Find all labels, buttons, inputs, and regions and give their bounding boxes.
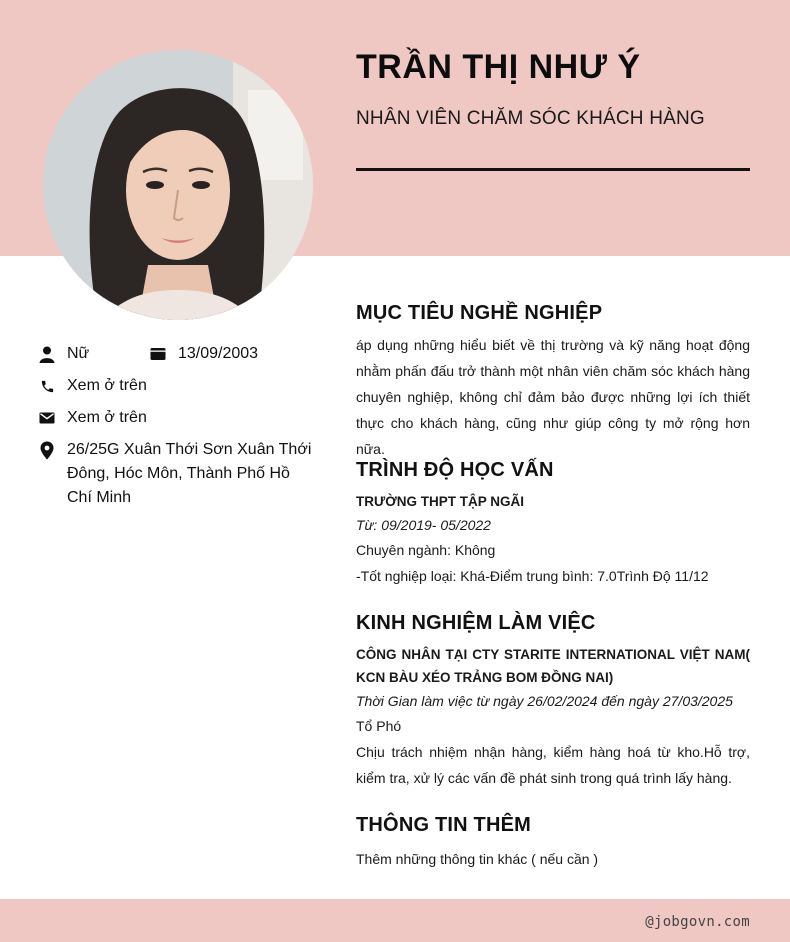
additional-heading: THÔNG TIN THÊM [356, 814, 532, 836]
birthdate-value: 13/09/2003 [178, 345, 259, 362]
experience-role: Tổ Phó [356, 718, 402, 734]
job-title: NHÂN VIÊN CHĂM SÓC KHÁCH HÀNG [356, 108, 705, 129]
experience-description: Chịu trách nhiệm nhận hàng, kiểm hàng hoá từ kho.Hỗ trợ, kiểm tra, xử lý các vấn đề phát sinh trong quá trình lấy hàng. [356, 744, 750, 786]
school-name: TRƯỜNG THPT TẬP NGÃI [356, 494, 524, 509]
calendar-icon [149, 345, 167, 363]
experience-period: Thời Gian làm việc từ ngày 26/02/2024 đến ngày 27/03/2025 [356, 693, 733, 709]
experience-heading: KINH NGHIỆM LÀM VIỆC [356, 612, 596, 634]
email-row [38, 409, 147, 430]
person-icon [38, 345, 56, 363]
objective-heading: MỤC TIÊU NGHỀ NGHIỆP [356, 302, 603, 324]
email-value[interactable]: Xem ở trên [67, 409, 147, 426]
objective-text: áp dụng những hiểu biết về thị trường và kỹ năng hoạt động nhằm phấn đấu trở thành một nhân viên chăm sóc khách hàng chuyên nghiệp, không chỉ đảm bảo được những lợi ích thiết thực cho khách hàng, cũng như giúp công ty mở rộng hơn nữa. [356, 337, 750, 457]
education-grade: -Tốt nghiệp loại: Khá-Điểm trung bình: 7.0Trình Độ 11/12 [356, 568, 709, 584]
address-row [38, 441, 318, 510]
phone-row [38, 377, 147, 398]
gender-row [38, 345, 89, 366]
candidate-name: TRẦN THỊ NHƯ Ý [356, 48, 641, 86]
company-line-2: KCN BÀU XÉO TRẢNG BOM ĐỒNG NAI) [356, 670, 614, 685]
title-divider [356, 168, 750, 171]
gender-value: Nữ [67, 345, 90, 362]
phone-value[interactable]: Xem ở trên [67, 377, 147, 394]
education-heading: TRÌNH ĐỘ HỌC VẤN [356, 459, 554, 481]
email-icon [38, 409, 56, 427]
profile-photo [43, 50, 313, 320]
address-value: 26/25G Xuân Thới Sơn Xuân Thới Đông, Hóc Môn, Thành Phố Hồ Chí Minh [67, 441, 312, 506]
portrait-image [43, 50, 313, 320]
company-line-1: CÔNG NHÂN TẠI CTY STARITE INTERNATIONAL VIỆT NAM( [356, 647, 750, 662]
birthdate-row [149, 345, 258, 366]
education-period: Từ: 09/2019- 05/2022 [356, 517, 491, 533]
education-major: Chuyên ngành: Không [356, 542, 496, 558]
location-pin-icon [38, 441, 56, 459]
footer-watermark: @jobgovn.com [645, 914, 750, 930]
additional-text: Thêm những thông tin khác ( nếu cần ) [356, 851, 599, 867]
phone-icon [38, 377, 56, 395]
